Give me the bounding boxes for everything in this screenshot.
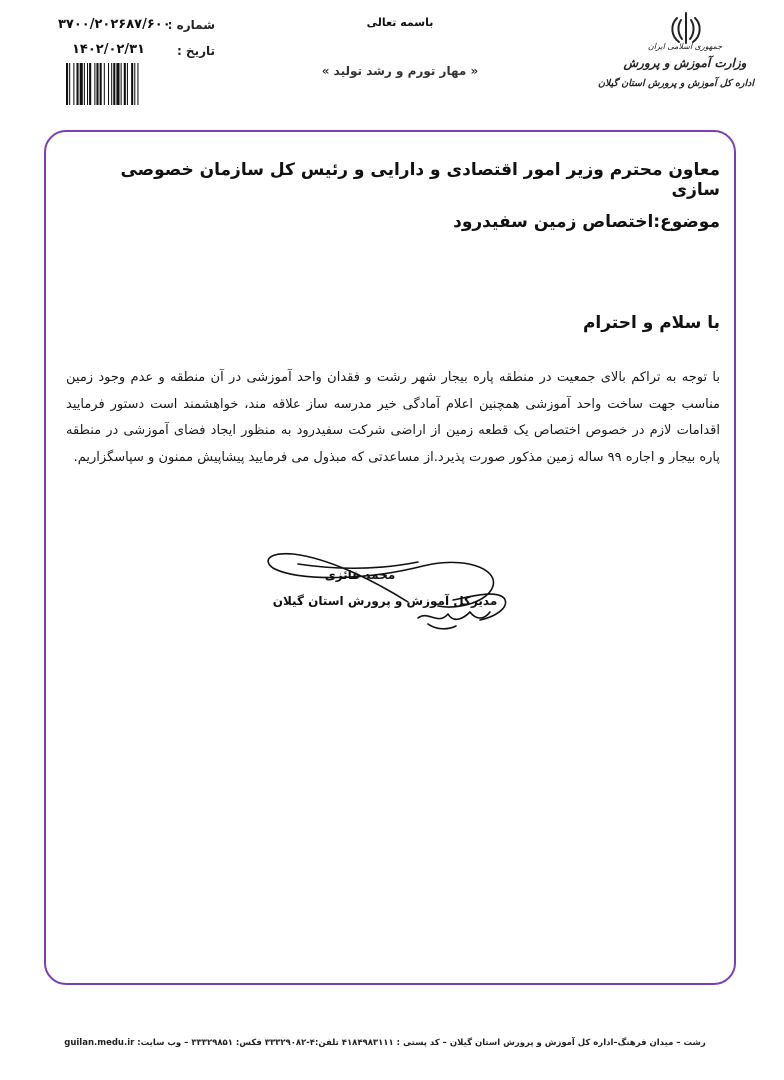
footer-address: رشت – میدان فرهنگ–اداره کل آموزش و پرورش استان گیلان – کد پستی : ۴۱۸۴۹۸۳۱۱۱ تلفن:۴-۳۳۳۲۹۰۸۲ فکس: ۳۳۳۲۹۸۵۱ – وب سایت: guilan.medu.ir bbox=[64, 1038, 706, 1048]
basmala-heading: باسمه تعالی bbox=[366, 16, 434, 29]
letter-number: ۳۷۰۰/۲۰۲۶۸۷/۶۰۰ bbox=[58, 17, 171, 32]
letter-greeting: با سلام و احترام bbox=[582, 313, 720, 333]
letter-body: با توجه به تراکم بالای جمعیت در منطقه پاره بیجار شهر رشت و فقدان واحد آموزشی در آن منطقه و عدم وجود زمین مناسب جهت ساخت واحد آموزشی همچنین اعلام آمادگی خیر مدرسه ساز علاقه مند، خواهشمند است دستور فرمایید اقدامات لازم در خصوص اختصاص یک قطعه زمین از اراضی شرکت سفیدرود به منظور ایجاد فضای آموزشی در منطقه پاره بیجار و اجاره ۹۹ ساله زمین مذکور صورت پذیرد.از مساعدتی که مبذول می فرمایید پیشاپیش ممنون و سپاسگزاریم. bbox=[66, 370, 720, 465]
barcode bbox=[66, 63, 178, 105]
signatory-name: محمد فائزی bbox=[324, 568, 396, 582]
date-label: تاریخ : bbox=[176, 44, 215, 58]
letter-recipient: معاون محترم وزیر امور اقتصادی و دارایی و رئیس کل سازمان خصوصی سازی bbox=[120, 160, 720, 200]
logo-line-ministry: وزارت آموزش و پرورش bbox=[623, 56, 747, 70]
logo-line-republic: جمهوری اسلامی ایران bbox=[647, 42, 723, 51]
handwritten-signature bbox=[258, 540, 528, 640]
signatory-title: مدیرکل آموزش و پرورش استان گیلان bbox=[272, 594, 498, 608]
letter-date: ۱۴۰۲/۰۲/۳۱ bbox=[72, 42, 145, 57]
logo-line-department: اداره کل آموزش و پرورش استان گیلان bbox=[597, 78, 755, 89]
letter-subject: موضوع:اختصاص زمین سفیدرود bbox=[453, 212, 720, 232]
number-label: شماره : bbox=[167, 18, 215, 32]
year-slogan: « مهار تورم و رشد تولید » bbox=[321, 64, 479, 78]
iran-emblem-icon bbox=[666, 10, 706, 46]
